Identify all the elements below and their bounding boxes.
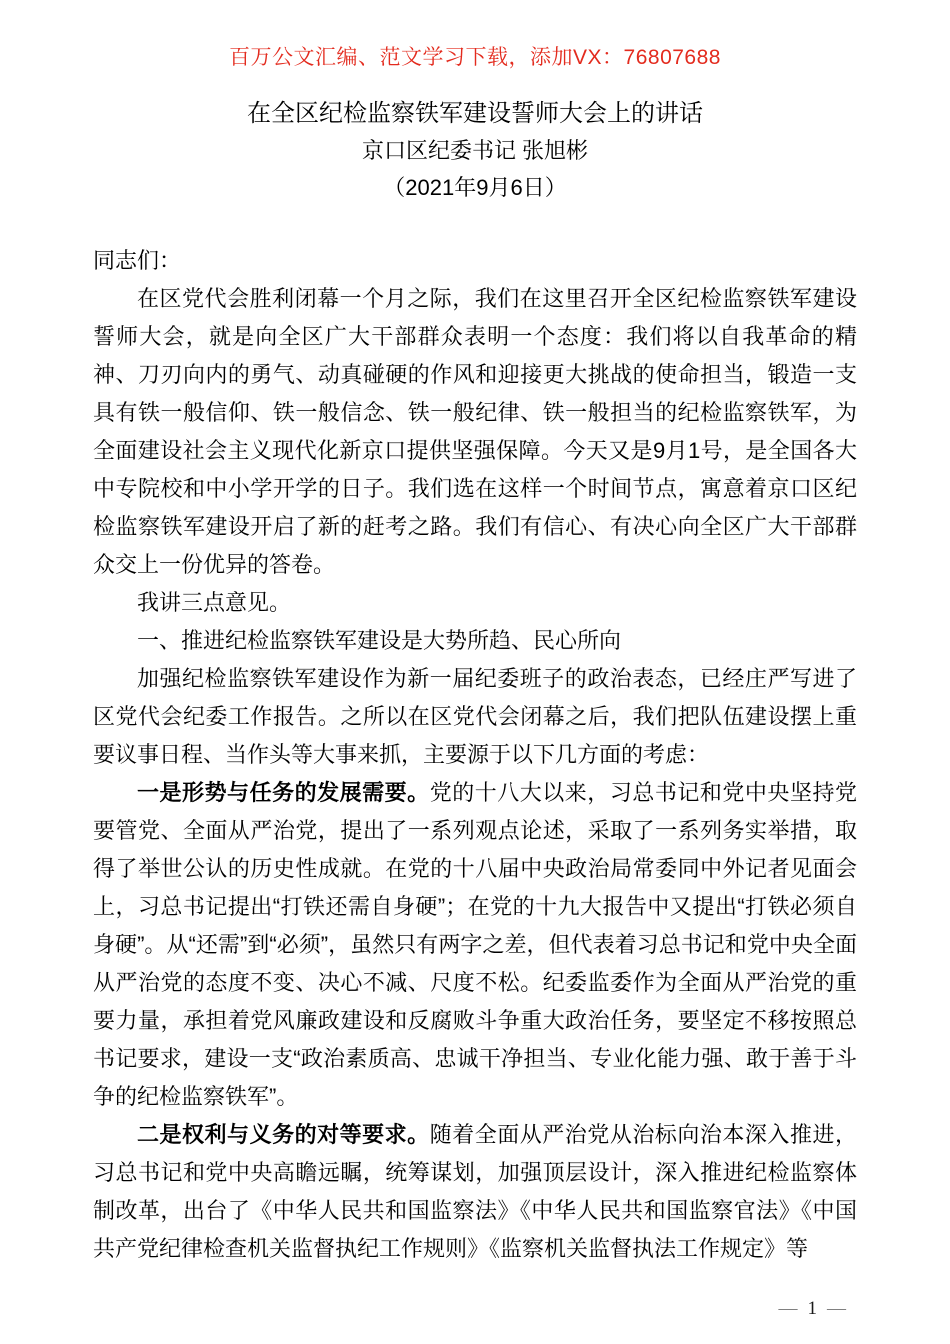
paragraph-point-1	[93, 774, 857, 1116]
paragraph-point-2-lead: 二是权利与义务的对等要求。	[137, 1122, 430, 1147]
page-number	[779, 1296, 847, 1322]
paragraph-opening: 在区党代会胜利闭幕一个月之际，我们在这里召开全区纪检监察铁军建设誓师大会，就是向全区广大干部群众表明一个态度：我们将以自我革命的精神、刀刃向内的勇气、动真碰硬的作风和迎接更大挑战的使命担当，锻造一支具有铁一般信仰、铁一般信念、铁一般纪律、铁一般担当的纪检监察铁军，为全面建设社会主义现代化新京口提供坚强保障。今天又是9月1号，是全国各大中专院校和中小学开学的日子。我们选在这样一个时间节点，寓意着京口区纪检监察铁军建设开启了新的赶考之路。我们有信心、有决心向全区广大干部群众交上一份优异的答卷。	[93, 286, 857, 577]
paragraph-section-intro: 加强纪检监察铁军建设作为新一届纪委班子的政治表态，已经庄严写进了区党代会纪委工作报告。之所以在区党代会闭幕之后，我们把队伍建设摆上重要议事日程、当作头等大事来抓，主要源于以下几方面的考虑：	[93, 666, 857, 767]
document-title: 在全区纪检监察铁军建设誓师大会上的讲话	[247, 100, 703, 127]
title-block	[0, 95, 950, 206]
section-heading-1: 一、推进纪检监察铁军建设是大势所趋、民心所向	[137, 628, 622, 653]
paragraph-point-1-text: 党的十八大以来，习总书记和党中央坚持党要管党、全面从严治党，提出了一系列观点论述，采取了一系列务实举措，取得了举世公认的历史性成就。在党的十八届中央政治局常委同中外记者见面会上，习总书记提出“打铁还需自身硬”；在党的十九大报告中又提出“打铁必须自身硬”。从“还需”到“必须”，虽然只有两字之差，但代表着习总书记和党中央全面从严治党的态度不变、决心不减、尺度不松。纪委监委作为全面从严治党的重要力量，承担着党风廉政建设和反腐败斗争重大政治任务，要坚定不移按照总书记要求，建设一支“政治素质高、忠诚干净担当、专业化能力强、敢于善于斗争的纪检监察铁军”。	[93, 780, 857, 1109]
paragraph-point-2-text: 随着全面从严治党从治标向治本深入推进，习总书记和党中央高瞻远瞩，统筹谋划，加强顶层设计，深入推进纪检监察体制改革，出台了《中华人民共和国监察法》《中华人民共和国监察官法》《中国共产党纪律检查机关监督执纪工作规则》《监察机关监督执法工作规定》等	[93, 1122, 857, 1261]
document-author: 京口区纪委书记 张旭彬	[361, 138, 589, 163]
page-number-dash-right: —	[827, 1298, 846, 1319]
watermark-banner: 百万公文汇编、范文学习下载，添加VX：76807688	[229, 46, 721, 69]
page-number-value: 1	[807, 1298, 817, 1319]
paragraph-point-2	[93, 1116, 857, 1268]
salutation: 同志们：	[93, 248, 182, 273]
document-body	[93, 242, 857, 1268]
paragraph-transition: 我讲三点意见。	[137, 590, 292, 615]
document-date: （2021年9月6日）	[383, 175, 567, 200]
page-number-dash-left: —	[778, 1298, 798, 1319]
paragraph-point-1-lead: 一是形势与任务的发展需要。	[137, 780, 430, 805]
